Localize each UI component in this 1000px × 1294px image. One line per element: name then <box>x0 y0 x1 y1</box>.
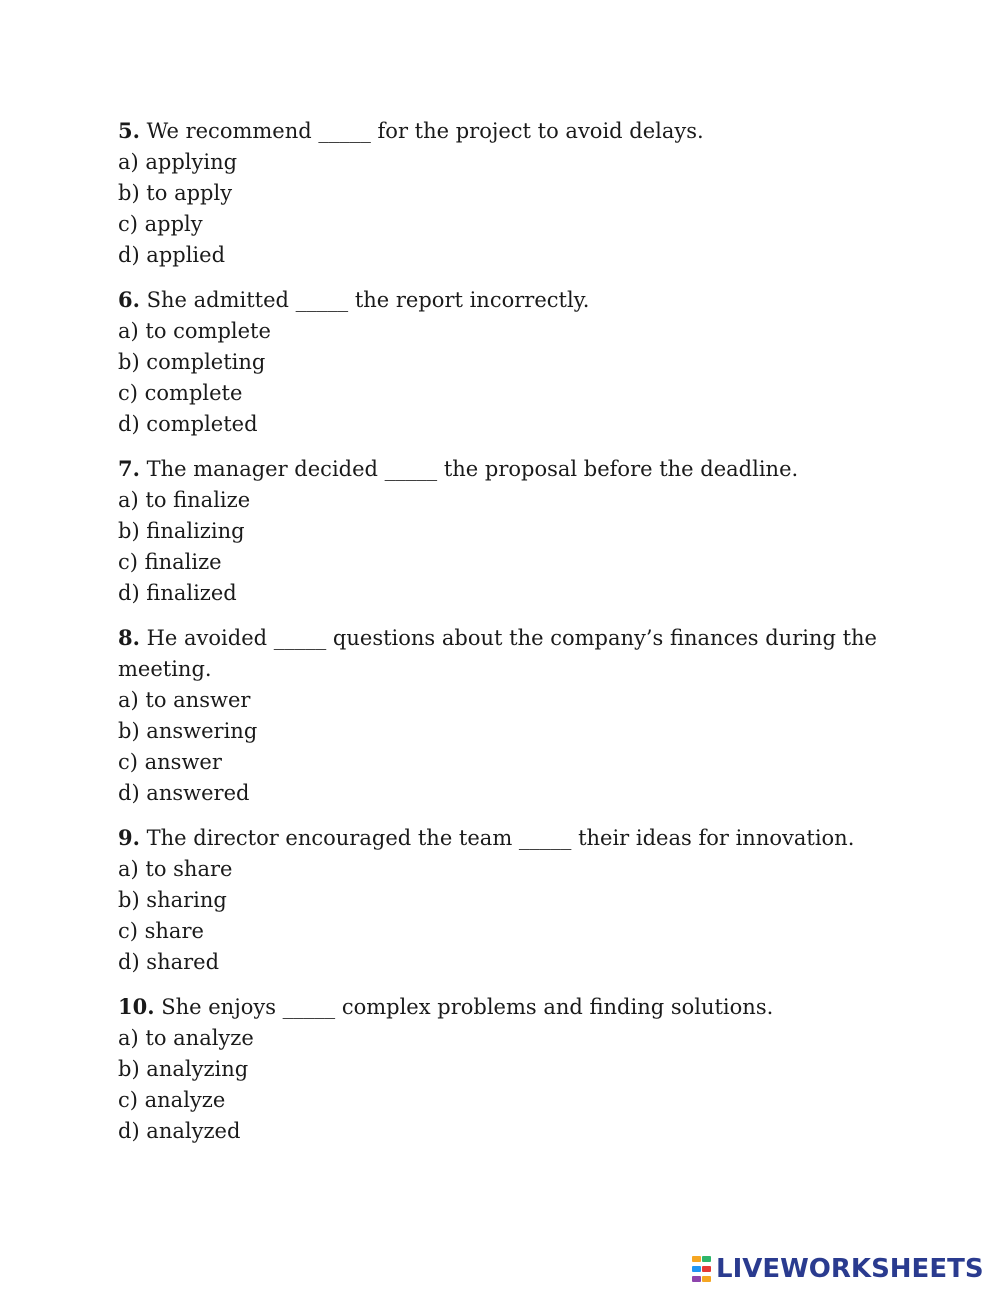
option-a: a) applying <box>118 150 238 174</box>
option-d: d) completed <box>118 412 258 436</box>
question-number: 9. <box>118 825 140 850</box>
question-text <box>118 115 878 147</box>
option-c: c) share <box>118 919 204 943</box>
logo-block <box>702 1256 711 1262</box>
question-text <box>118 453 878 485</box>
option-b: b) analyzing <box>118 1057 249 1081</box>
question-number: 5. <box>118 118 140 143</box>
answer-options <box>118 854 878 978</box>
option-d: d) applied <box>118 243 226 267</box>
option-d: d) analyzed <box>118 1119 241 1143</box>
option-a: a) to share <box>118 857 233 881</box>
option-c: c) answer <box>118 750 222 774</box>
option-b: b) finalizing <box>118 519 245 543</box>
answer-options <box>118 1023 878 1147</box>
question-prompt: We recommend _____ for the project to avoid delays. <box>139 119 704 143</box>
option-b: b) completing <box>118 350 266 374</box>
option-a: a) to analyze <box>118 1026 254 1050</box>
question-text <box>118 622 878 685</box>
question-7 <box>118 453 878 609</box>
option-a: a) to finalize <box>118 488 251 512</box>
option-a: a) to complete <box>118 319 271 343</box>
question-number: 10. <box>118 994 155 1019</box>
question-prompt: The manager decided _____ the proposal before the deadline. <box>139 457 799 481</box>
answer-options <box>118 316 878 440</box>
answer-options <box>118 485 878 609</box>
option-b: b) sharing <box>118 888 227 912</box>
option-d: d) answered <box>118 781 250 805</box>
option-d: d) finalized <box>118 581 237 605</box>
option-c: c) analyze <box>118 1088 226 1112</box>
question-prompt: He avoided _____ questions about the company’s finances during the meeting. <box>118 626 877 681</box>
question-9 <box>118 822 878 978</box>
question-number: 6. <box>118 287 140 312</box>
question-prompt: She admitted _____ the report incorrectly. <box>139 288 590 312</box>
option-c: c) complete <box>118 381 243 405</box>
question-8 <box>118 622 878 809</box>
option-a: a) to answer <box>118 688 251 712</box>
answer-options <box>118 147 878 271</box>
logo-block <box>702 1266 711 1272</box>
question-number: 8. <box>118 625 140 650</box>
question-prompt: She enjoys _____ complex problems and finding solutions. <box>154 995 774 1019</box>
question-6 <box>118 284 878 440</box>
logo-block <box>702 1276 711 1282</box>
brand-name: LIVEWORKSHEETS <box>716 1254 984 1284</box>
question-5 <box>118 115 878 271</box>
question-10 <box>118 991 878 1147</box>
question-prompt: The director encouraged the team _____ their ideas for innovation. <box>139 826 855 850</box>
logo-block <box>692 1256 701 1262</box>
logo-block <box>692 1266 701 1272</box>
liveworksheets-logo <box>692 1254 984 1284</box>
worksheet <box>118 115 878 1160</box>
answer-options <box>118 685 878 809</box>
question-number: 7. <box>118 456 140 481</box>
option-c: c) apply <box>118 212 203 236</box>
option-c: c) finalize <box>118 550 222 574</box>
question-text <box>118 822 878 854</box>
liveworksheets-mark-icon <box>692 1256 712 1282</box>
logo-block <box>692 1276 701 1282</box>
option-d: d) shared <box>118 950 220 974</box>
option-b: b) to apply <box>118 181 233 205</box>
option-b: b) answering <box>118 719 258 743</box>
question-text <box>118 991 878 1023</box>
question-text <box>118 284 878 316</box>
